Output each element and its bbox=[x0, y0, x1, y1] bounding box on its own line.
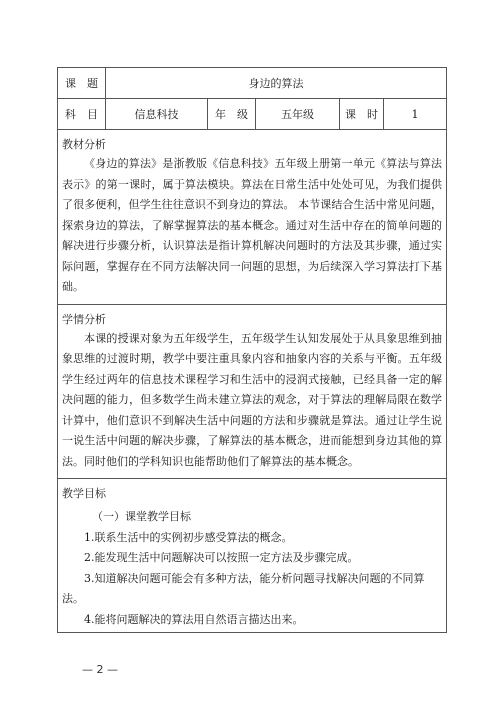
subject-label: 科 目 bbox=[58, 99, 106, 130]
lesson-plan-sheet bbox=[57, 67, 446, 633]
page-number: — 2 — bbox=[82, 663, 118, 676]
info-row bbox=[58, 99, 447, 130]
topic-label: 课 题 bbox=[58, 68, 106, 99]
student-analysis-title: 学情分析 bbox=[62, 312, 106, 326]
student-analysis-text: 本课的授课对象为五年级学生，五年级学生认知发展处于从具象思维到抽象思维的过渡时期，教学中要注重具象内容和抽象内容的关系与平衡。五年级学生经过两年的信息技术课程学习和生活中的浸润式接触，已经具备一定的解决问题的能力，但多数学生尚未建立算法的观念，对于算法的理解局限在数学计算中，他们意识不到解决生活中问题的方法和步骤就是算法。通过让学生说一说生活中问题的解决步骤，了解算法的基本概念，进而能想到身边其他的算法。同时他们的学科知识也能帮助他们了解算法的基本概念。 bbox=[62, 331, 443, 468]
lesson-plan-table bbox=[57, 67, 447, 633]
teaching-goals-section bbox=[58, 479, 447, 633]
teaching-goals-subtitle: （一）课堂教学目标 bbox=[92, 510, 191, 523]
period-label: 课 时 bbox=[340, 99, 384, 130]
subject-value: 信息科技 bbox=[106, 99, 208, 130]
grade-value: 五年级 bbox=[256, 99, 340, 130]
goal-item-1: 1.联系生活中的实例初步感受算法的概念。 bbox=[84, 530, 293, 544]
topic-value: 身边的算法 bbox=[106, 68, 447, 99]
material-analysis-section bbox=[58, 130, 447, 305]
material-analysis-title: 教材分析 bbox=[62, 138, 106, 151]
period-value: 1 bbox=[384, 99, 447, 130]
material-analysis-text: 《身边的算法》是浙教版《信息科技》五年级上册第一单元《算法与算法表示》的第一课时，属于算法模块。算法在日常生活中处处可见，为我们提供了很多便利，但学生往往意识不到身边的算法。 本节课结合生活中常见问题，探索身边的算法，了解掌握算法的基本概念。通过对生活中存在的简单问题的解决进行步骤分析，认识算法是指计算机解决问题时的方法及其步骤，通过实际问题，掌握存在不同方法解决同一问题的思想，为后续深入学习算法打下基础。 bbox=[62, 157, 443, 293]
topic-row bbox=[58, 68, 447, 99]
teaching-goals-title: 教学目标 bbox=[62, 487, 106, 500]
goal-item-3: 3.知道解决问题可能会有多种方法，能分析问题寻找解决问题的不同算法。 bbox=[62, 571, 425, 605]
goal-item-2: 2.能发现生活中问题解决可以按照一定方法及步骤完成。 bbox=[84, 551, 359, 564]
grade-label: 年 级 bbox=[208, 99, 256, 130]
goal-item-4: 4.能将问题解决的算法用自然语言描达出来。 bbox=[84, 612, 304, 626]
student-analysis-section bbox=[58, 304, 447, 479]
